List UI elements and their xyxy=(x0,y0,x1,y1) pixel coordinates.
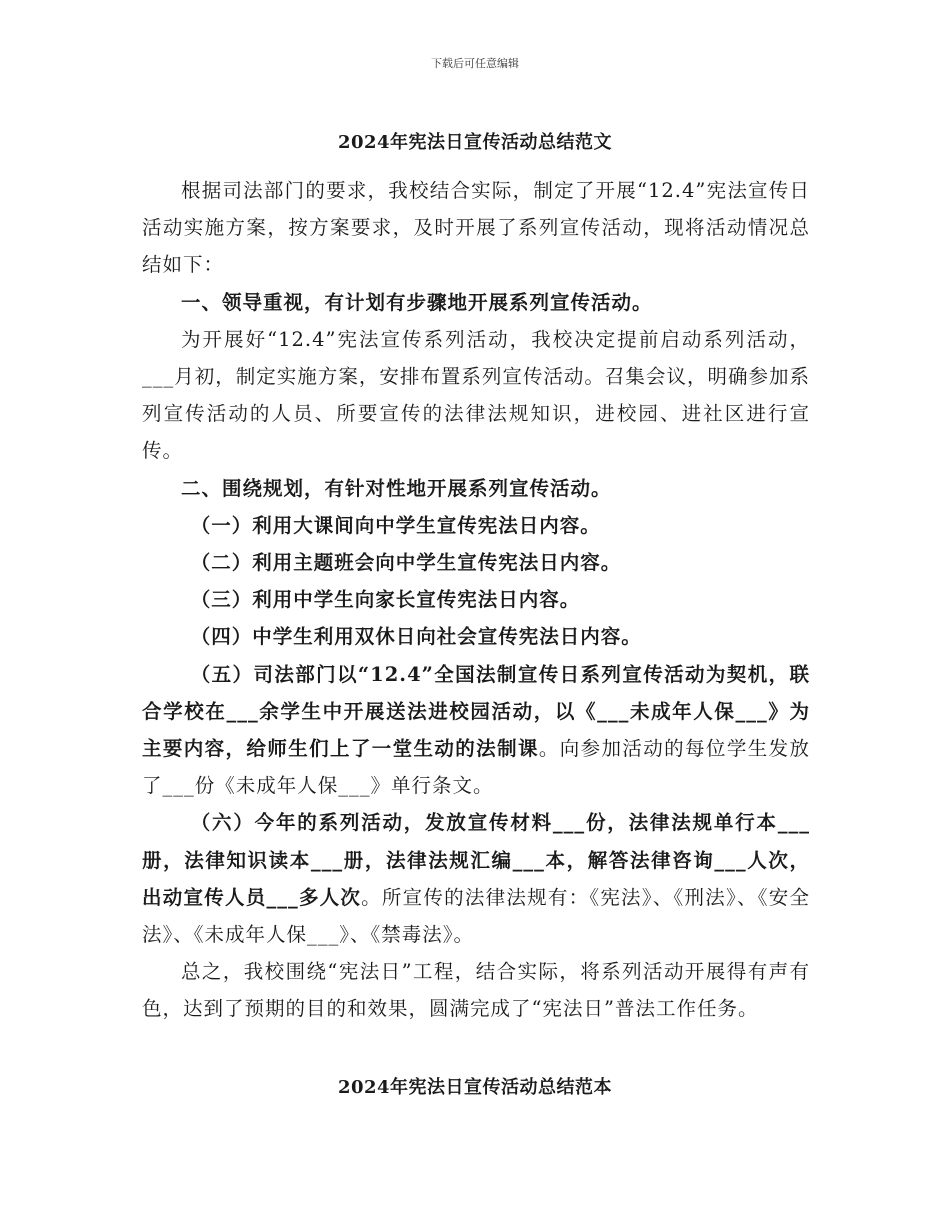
document-body xyxy=(142,172,810,1028)
list-item-6-text: 。所宣传的法律法规有：《宪法》、《刑法》、《安全法》、《未成年人保___》、《禁毒法》。 xyxy=(142,885,810,947)
document-title: 2024年宪法日宣传活动总结范文 xyxy=(337,132,613,153)
intro-paragraph: 根据司法部门的要求，我校结合实际，制定了开展“12.4”宪法宣传日活动实施方案，按方案要求，及时开展了系列宣传活动，现将活动情况总结如下： xyxy=(142,179,810,277)
list-item-4: （四）中学生利用双休日向社会宣传宪法日内容。 xyxy=(190,625,642,649)
list-item-5-bold-text: （五）司法部门以“12.4”全国法制宣传日系列宣传活动为契机，联合学校在___余学生中开展送法进校园活动，以《___未成年人保___》为主要内容，给师生们上了一堂生动的法制课 xyxy=(142,662,810,761)
section-1-body: 为开展好“12.4”宪法宣传系列活动，我校决定提前启动系列活动，___月初，制定实施方案，安排布置系列宣传活动。召集会议，明确参加系列宣传活动的人员、所要宣传的法律法规知识，进校园、进社区进行宣传。 xyxy=(142,327,810,463)
list-item-2: （二）利用主题班会向中学生宣传宪法日内容。 xyxy=(190,551,622,575)
conclusion-paragraph: 总之，我校围绕“宪法日”工程，结合实际，将系列活动开展得有声有色，达到了预期的目的和效果，圆满完成了“宪法日”普法工作任务。 xyxy=(142,960,810,1021)
section-1-heading: 一、领导重视，有计划有步骤地开展系列宣传活动。 xyxy=(181,290,653,314)
list-item-6-bold-text: （六）今年的系列活动，发放宣传材料___份，法律法规单行本___册，法律知识读本___册，法律法规汇编___本，解答法律咨询___人次，出动宣传人员___多人次 xyxy=(142,811,810,909)
list-item-5 xyxy=(142,656,810,805)
page-header-note: 下载后可任意编辑 xyxy=(431,57,519,70)
next-document-title: 2024年宪法日宣传活动总结范本 xyxy=(337,1077,613,1098)
list-item-3: （三）利用中学生向家长宣传宪法日内容。 xyxy=(190,588,581,612)
list-item-5-text: 。向参加活动的每位学生发放了___份《未成年人保___》单行条文。 xyxy=(142,737,810,798)
section-2-heading: 二、围绕规划，有针对性地开展系列宣传活动。 xyxy=(181,476,612,500)
list-item-1: （一）利用大课间向中学生宣传宪法日内容。 xyxy=(190,513,601,537)
list-item-6 xyxy=(142,804,810,953)
